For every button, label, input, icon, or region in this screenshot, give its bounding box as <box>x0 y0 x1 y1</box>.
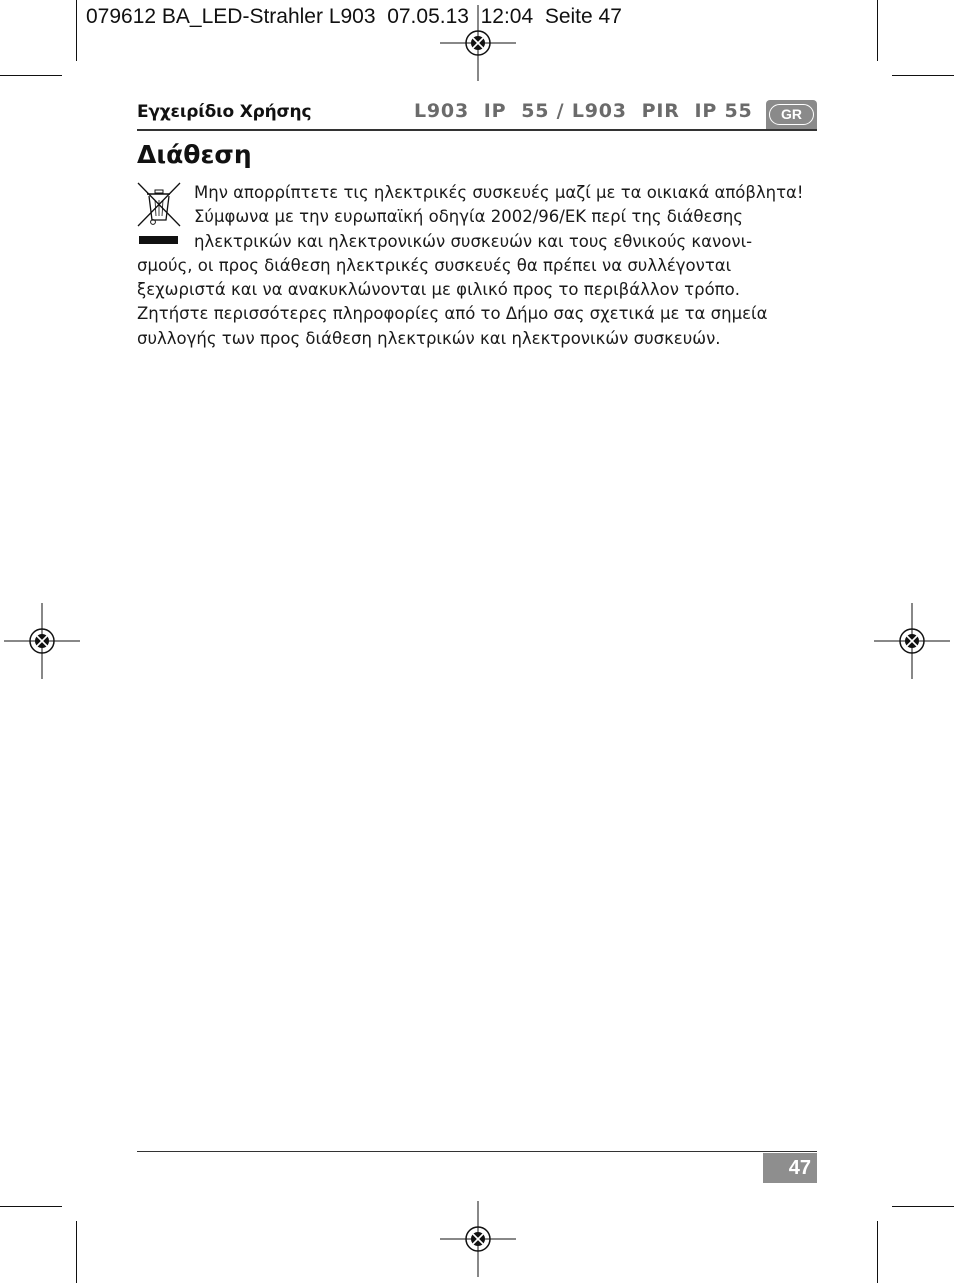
crop-mark-bottom-left-horizontal <box>0 1206 62 1207</box>
page-number: 47 <box>763 1153 817 1183</box>
disposal-text-line: Μην απορρίπτετε τις ηλεκτρικές συσκευές μαζί με τα οικιακά απόβλητα! <box>194 183 804 202</box>
disposal-text-line: συλλογής των προς διάθεση ηλεκτρικών και ηλεκτρονικών συσκευών. <box>137 328 721 348</box>
registration-mark-left-icon <box>4 603 80 679</box>
manual-title: Εγχειρίδιο Χρήσης <box>137 102 312 122</box>
crop-mark-bottom-left-vertical <box>76 1221 77 1283</box>
header-rule <box>137 129 817 131</box>
language-badge-label: GR <box>769 104 814 125</box>
crop-mark-top-left-horizontal <box>0 75 62 76</box>
registration-mark-top-icon <box>440 5 516 81</box>
disposal-text-line: ξεχωριστά και να ανακυκλώνονται με φιλικό προς το περιβάλλον τρόπο. <box>137 280 740 300</box>
crop-mark-bottom-right-vertical <box>877 1221 878 1283</box>
footer-rule <box>137 1151 817 1152</box>
disposal-text <box>137 181 827 351</box>
disposal-text-line: ηλεκτρικών και ηλεκτρονικών συσκευών και τους εθνικούς κανονι- <box>194 231 753 251</box>
disposal-text-line: Σύμφωνα με την ευρωπαϊκή οδηγία 2002/96/ΕΚ περί της διάθεσης <box>194 207 743 227</box>
language-badge <box>766 100 817 129</box>
model-name: L903 IP 55 / L903 PIR IP 55 <box>414 100 753 122</box>
disposal-text-line: Ζητήστε περισσότερες πληροφορίες από το Δήμο σας σχετικά με τα σημεία <box>137 304 768 324</box>
section-title: Διάθεση <box>137 140 252 169</box>
crop-mark-top-right-vertical <box>877 0 878 61</box>
crop-mark-top-right-horizontal <box>892 75 954 76</box>
crop-mark-top-left-vertical <box>76 0 77 61</box>
print-slug-line: 079612 BA_LED-Strahler L903 07.05.13 12:04 Seite 47 <box>86 5 622 28</box>
registration-mark-right-icon <box>874 603 950 679</box>
crop-mark-bottom-right-horizontal <box>892 1206 954 1207</box>
disposal-text-line: σμούς, οι προς διάθεση ηλεκτρικές συσκευές θα πρέπει να συλλέγονται <box>137 255 732 275</box>
registration-mark-bottom-icon <box>440 1201 516 1277</box>
